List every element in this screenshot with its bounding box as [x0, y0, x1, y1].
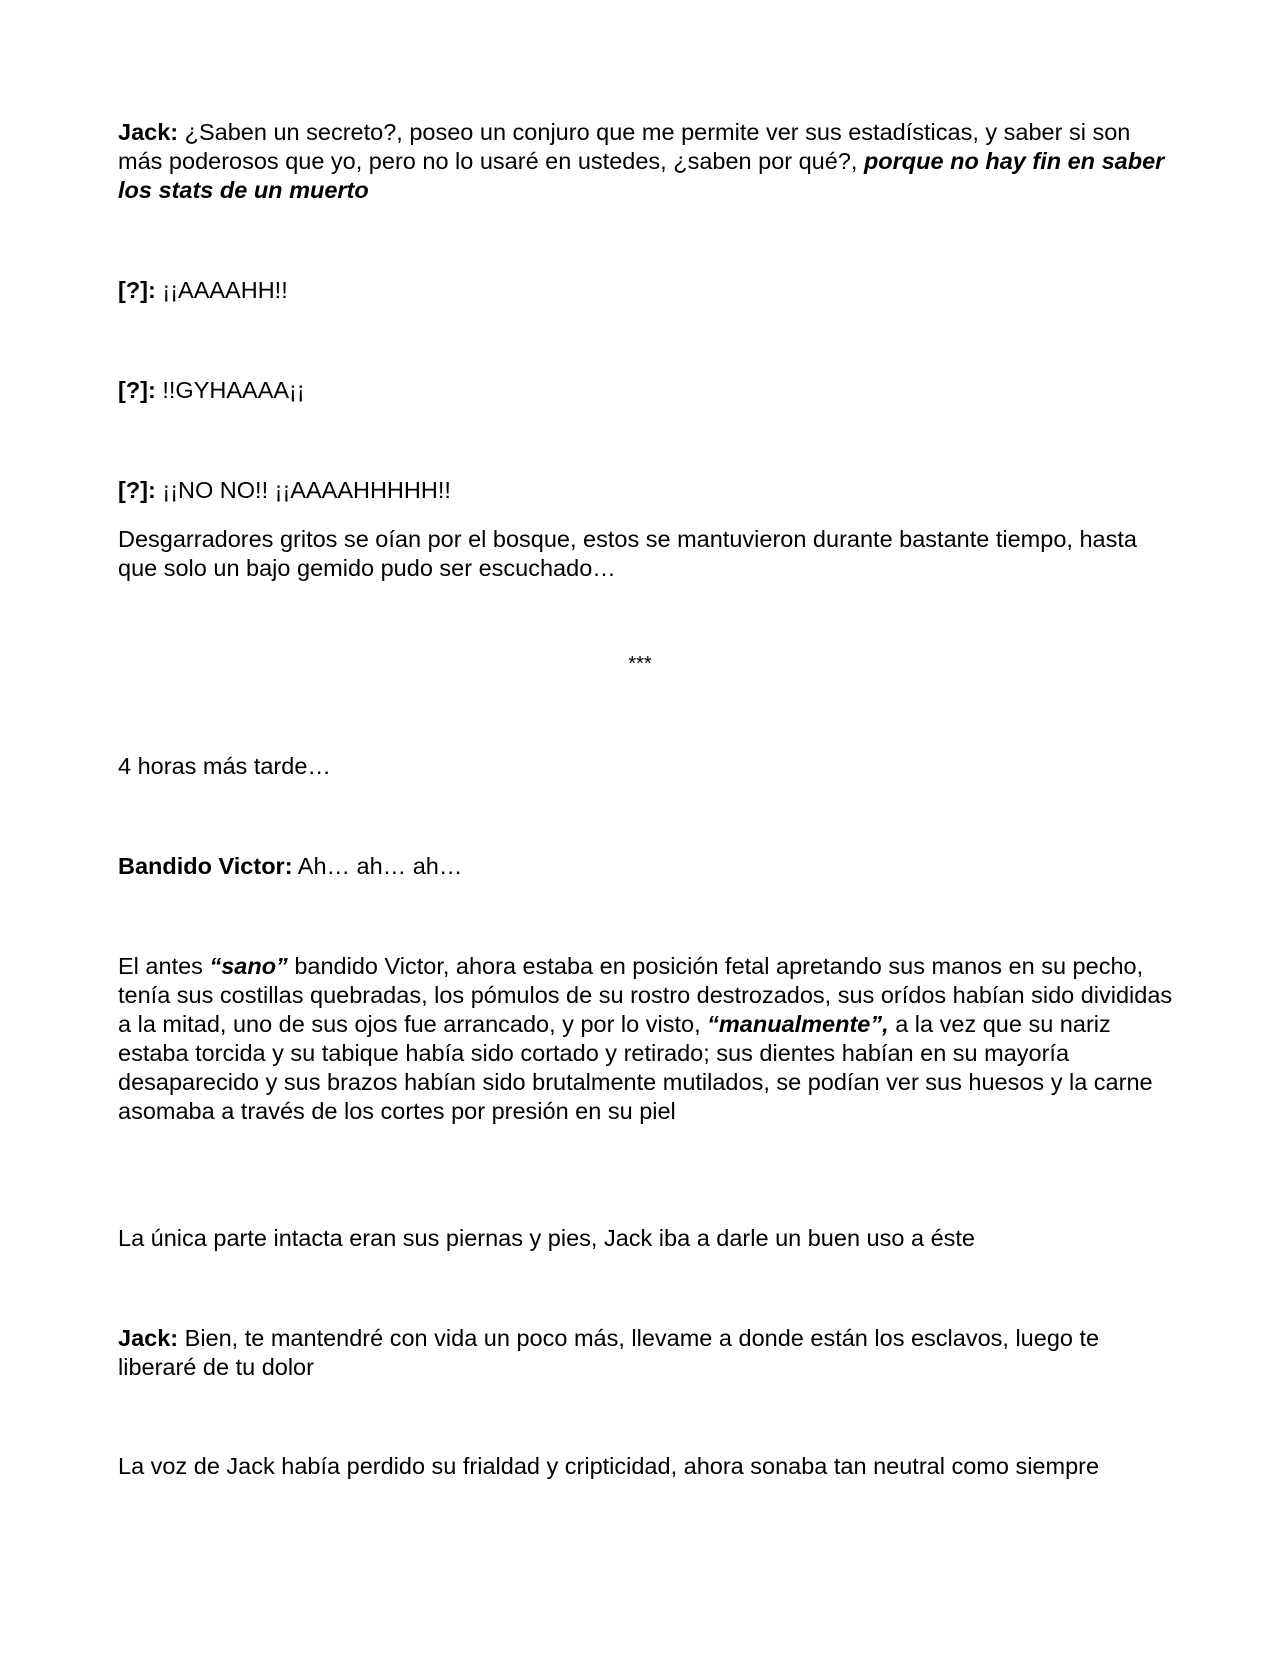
dialogue-text: ¡¡AAAAHH!! [155, 277, 288, 303]
speaker-label: [?]: [118, 377, 156, 403]
dialogue-text: Bien, te mantendré con vida un poco más, llevame a donde están los esclavos, luego te liberaré de tu dolor [118, 1325, 1100, 1380]
paragraph-scream-2 [118, 376, 1178, 405]
narration-text: La única parte intacta eran sus piernas y pies, Jack iba a darle un buen uso a éste [118, 1225, 975, 1251]
scene-separator: *** [628, 653, 652, 675]
paragraph-victor-description [118, 952, 1178, 1126]
speaker-label: Bandido Victor: [118, 853, 293, 879]
paragraph-jack-orders [118, 1324, 1178, 1382]
speaker-label: Jack: [118, 1325, 179, 1351]
narration-text: bandido Victor, ahora estaba en posición fetal apretando sus manos en su pecho, tenía sus costillas quebradas, los pómulos de su rostro destrozados, sus orídos habían sido divididas a la mitad, uno de sus ojos fue arrancado, y por lo visto, [118, 953, 1173, 1037]
dialogue-text: Ah… ah… ah… [292, 853, 463, 879]
emphasis-text: “manualmente”, [707, 1011, 889, 1037]
paragraph-scream-1 [118, 276, 1178, 305]
speaker-label: [?]: [118, 277, 156, 303]
dialogue-text: ¿Saben un secreto?, poseo un conjuro que me permite ver sus estadísticas, y saber si son más poderosos que yo, pero no lo usaré en ustedes, ¿saben por qué?, [118, 119, 1131, 174]
paragraph-scream-3 [118, 476, 1178, 505]
narration-text: La voz de Jack había perdido su frialdad y cripticidad, ahora sonaba tan neutral como siempre [118, 1453, 1100, 1479]
paragraph-victor [118, 852, 1178, 881]
narration-text: 4 horas más tarde… [118, 753, 331, 779]
speaker-label: [?]: [118, 477, 156, 503]
narration-text: Desgarradores gritos se oían por el bosque, estos se mantuvieron durante bastante tiempo, hasta que solo un bajo gemido pudo ser escuchado… [118, 526, 1137, 581]
emphasis-text: porque no hay fin en saber los stats de un muerto [118, 148, 1165, 203]
paragraph-time-skip [118, 752, 1178, 781]
paragraph-jack-secret [118, 118, 1178, 205]
speaker-label: Jack: [118, 119, 179, 145]
paragraph-narration-screams [118, 525, 1178, 583]
paragraph-jack-voice [118, 1452, 1178, 1481]
paragraph-intact-part [118, 1224, 1178, 1253]
emphasis-text: “sano” [209, 953, 288, 979]
dialogue-text: ¡¡NO NO!! ¡¡AAAAHHHHH!! [155, 477, 451, 503]
dialogue-text: !!GYHAAAA¡¡ [155, 377, 305, 403]
narration-text: a la vez que su nariz estaba torcida y su tabique había sido cortado y retirado; sus dientes habían en su mayoría desaparecido y sus brazos habían sido brutalmente mutilados, se podían ver sus huesos y la carne asomaba a través de los cortes por presión en su piel [118, 1011, 1153, 1124]
narration-text: El antes [118, 953, 210, 979]
